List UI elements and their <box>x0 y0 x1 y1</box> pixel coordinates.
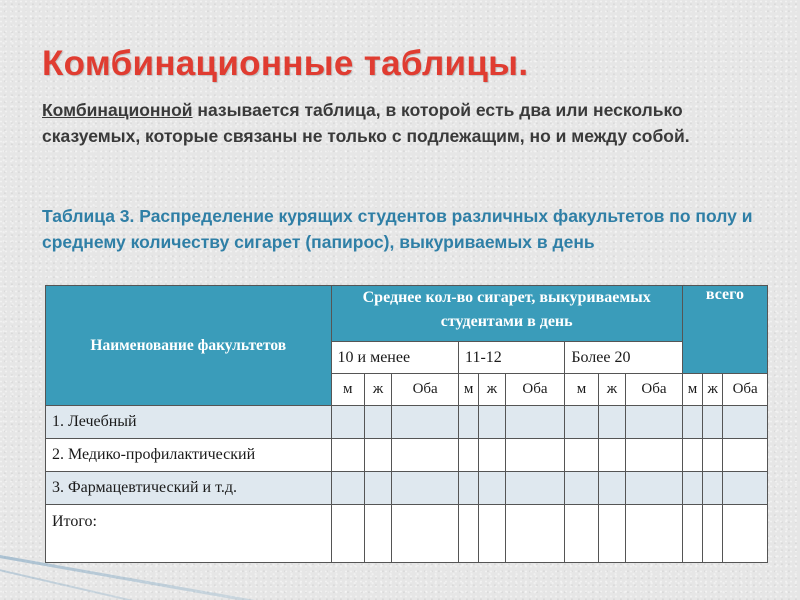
table-cell <box>479 505 505 563</box>
subcol-female: ж <box>598 374 625 406</box>
table-cell <box>598 439 625 472</box>
header-average-cigarettes: Среднее кол-во сигарет, выкуриваемых студентами в день <box>331 286 682 342</box>
subcol-both: Оба <box>626 374 683 406</box>
table-cell <box>626 439 683 472</box>
subcol-female: ж <box>364 374 391 406</box>
table-cell <box>703 505 723 563</box>
subcol-male: м <box>682 374 702 406</box>
row-label-total: Итого: <box>46 505 332 563</box>
range-header: Более 20 <box>565 342 683 374</box>
table-row <box>46 439 768 472</box>
table-row <box>46 472 768 505</box>
table-cell <box>331 505 364 563</box>
table-cell <box>565 439 598 472</box>
table-cell <box>479 439 505 472</box>
table-cell <box>364 439 391 472</box>
table-cell <box>682 472 702 505</box>
definition-term: Комбинационной <box>42 100 193 120</box>
table-cell <box>331 406 364 439</box>
table-row <box>46 406 768 439</box>
definition-paragraph <box>42 97 762 149</box>
table-cell <box>392 406 459 439</box>
header-faculty-name: Наименование факультетов <box>46 286 332 406</box>
slide-title: Комбинационные таблицы. <box>42 44 529 83</box>
table-caption: Таблица 3. Распределение курящих студентов различных факультетов по полу и среднему количеству сигарет (папирос), выкуриваемых в день <box>42 206 753 252</box>
table-cell <box>331 439 364 472</box>
table-cell <box>392 505 459 563</box>
table-cell <box>392 439 459 472</box>
table-cell <box>565 472 598 505</box>
table-cell <box>505 505 565 563</box>
range-header: 11-12 <box>459 342 565 374</box>
table-cell <box>626 505 683 563</box>
table-row-total <box>46 505 768 563</box>
table-cell <box>723 439 768 472</box>
table-cell <box>479 472 505 505</box>
table-cell <box>505 439 565 472</box>
subcol-female: ж <box>479 374 505 406</box>
table-cell <box>505 406 565 439</box>
table-cell <box>565 505 598 563</box>
table-cell <box>598 472 625 505</box>
table-cell <box>364 505 391 563</box>
table-cell <box>364 406 391 439</box>
table-cell <box>682 406 702 439</box>
subcol-male: м <box>459 374 479 406</box>
table-cell <box>723 406 768 439</box>
table-cell <box>703 439 723 472</box>
table-cell <box>723 505 768 563</box>
row-label: 1. Лечебный <box>46 406 332 439</box>
table-cell <box>626 472 683 505</box>
table-cell <box>703 472 723 505</box>
table-cell <box>598 505 625 563</box>
table-cell <box>598 406 625 439</box>
row-label: 3. Фармацевтический и т.д. <box>46 472 332 505</box>
subcol-both: Оба <box>392 374 459 406</box>
table-cell <box>505 472 565 505</box>
combination-table <box>45 285 768 563</box>
table-cell <box>459 439 479 472</box>
table-cell <box>392 472 459 505</box>
definition-text: называется таблица, в которой есть два или несколько сказуемых, которые связаны не только с подлежащим, но и между собой. <box>42 100 690 146</box>
table-cell <box>459 505 479 563</box>
table-cell <box>703 406 723 439</box>
header-total: всего <box>682 286 767 374</box>
subcol-male: м <box>565 374 598 406</box>
table-cell <box>682 439 702 472</box>
table-cell <box>459 406 479 439</box>
table-cell <box>331 472 364 505</box>
table-cell <box>479 406 505 439</box>
subcol-both: Оба <box>723 374 768 406</box>
row-label: 2. Медико-профилактический <box>46 439 332 472</box>
table-cell <box>682 505 702 563</box>
range-header: 10 и менее <box>331 342 459 374</box>
table-cell <box>364 472 391 505</box>
subcol-male: м <box>331 374 364 406</box>
table-cell <box>459 472 479 505</box>
table-cell <box>565 406 598 439</box>
subcol-both: Оба <box>505 374 565 406</box>
subcol-female: ж <box>703 374 723 406</box>
table-cell <box>626 406 683 439</box>
table-cell <box>723 472 768 505</box>
